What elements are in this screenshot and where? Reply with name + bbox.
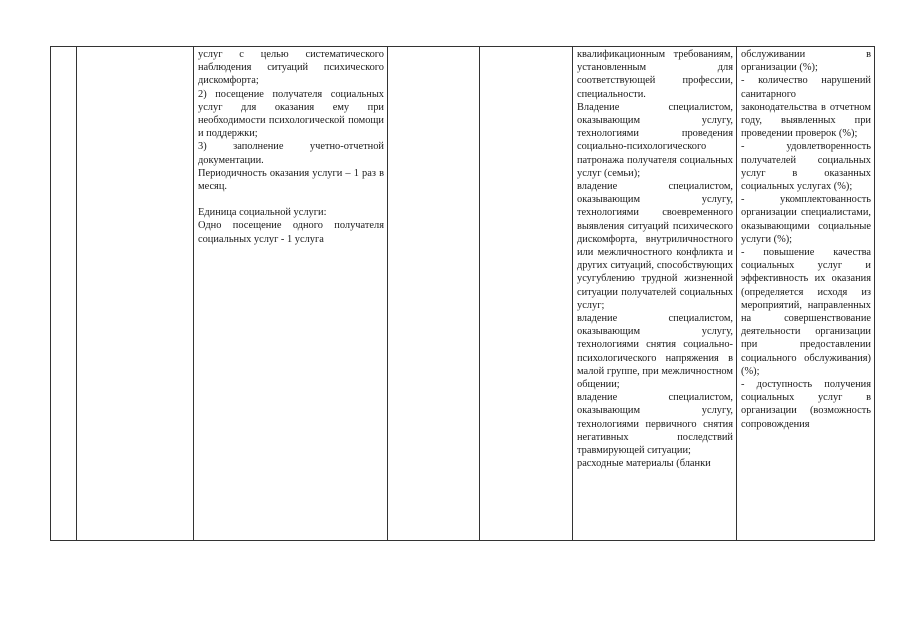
cell-service-name — [77, 47, 194, 541]
conditions-line-4: владение специалистом, оказывающим услугу, технологиями снятия социально-психологического напряжения в малой группе, при межличностном общении; — [577, 313, 733, 391]
table-row — [51, 47, 875, 541]
conditions-line-5: владение специалистом, оказывающим услугу, технологиями первичного снятия негативных последствий травмирующей ситуации; — [577, 392, 733, 457]
description-line-3: 3) заполнение учетно-отчетной документации. — [198, 141, 384, 166]
spacer — [198, 193, 384, 206]
cell-conditions — [573, 47, 737, 541]
cell-service-description — [194, 47, 388, 541]
cell-norm — [480, 47, 573, 541]
services-table — [50, 46, 875, 541]
scan-mark — [497, 18, 499, 24]
conditions-line-2: Владение специалистом, оказывающим услугу, технологиями проведения социально-психологического патронажа получателя социальных услуг (семьи); — [577, 101, 733, 179]
description-line-1: услуг с целью систематического наблюдения ситуаций психического дискомфорта; — [198, 49, 384, 87]
indicator-2: - количество нарушений санитарного законодательства в отчетном году, выявленных при проведении проверок (%); — [741, 75, 871, 140]
unit-heading: Единица социальной услуги: — [198, 207, 327, 219]
periodicity-text: Периодичность оказания услуги – 1 раз в месяц. — [198, 167, 384, 193]
indicator-6: - доступность получения социальных услуг в организации (возможность сопровождения — [741, 379, 871, 430]
conditions-line-6: расходные материалы (бланки — [577, 458, 711, 470]
cell-deadline — [388, 47, 480, 541]
indicator-1: обслуживании в организации (%); — [741, 49, 871, 74]
conditions-line-3: владение специалистом, оказывающим услугу, технологиями своевременного выявления ситуаций психического дискомфорта, внутриличностного или межличностного конфликта и других ситуаций, способствующих усугублению трудной жизненной ситуации получателей социальных услуг; — [577, 181, 733, 311]
description-line-2: 2) посещение получателя социальных услуг для оказания ему при необходимости психологической помощи и поддержки; — [198, 88, 384, 140]
cell-indicators — [737, 47, 875, 541]
unit-text: Одно посещение одного получателя социальных услуг - 1 услуга — [198, 220, 384, 245]
indicator-4: - укомплектованность организации специалистами, оказывающими социальные услуги (%); — [741, 194, 871, 245]
indicator-3: - удовлетворенность получателей социальных услуг в оказанных социальных услугах (%); — [741, 141, 871, 193]
conditions-line-1: квалификационным требованиям, установленным для соответствующей профессии, специальности. — [577, 49, 733, 100]
cell-number — [51, 47, 77, 541]
indicator-5: - повышение качества социальных услуг и эффективность их оказания (определяется исходя из мероприятий, направленных на совершенствование деятельности организации при предоставлении социального обслуживания) (%); — [741, 247, 871, 377]
